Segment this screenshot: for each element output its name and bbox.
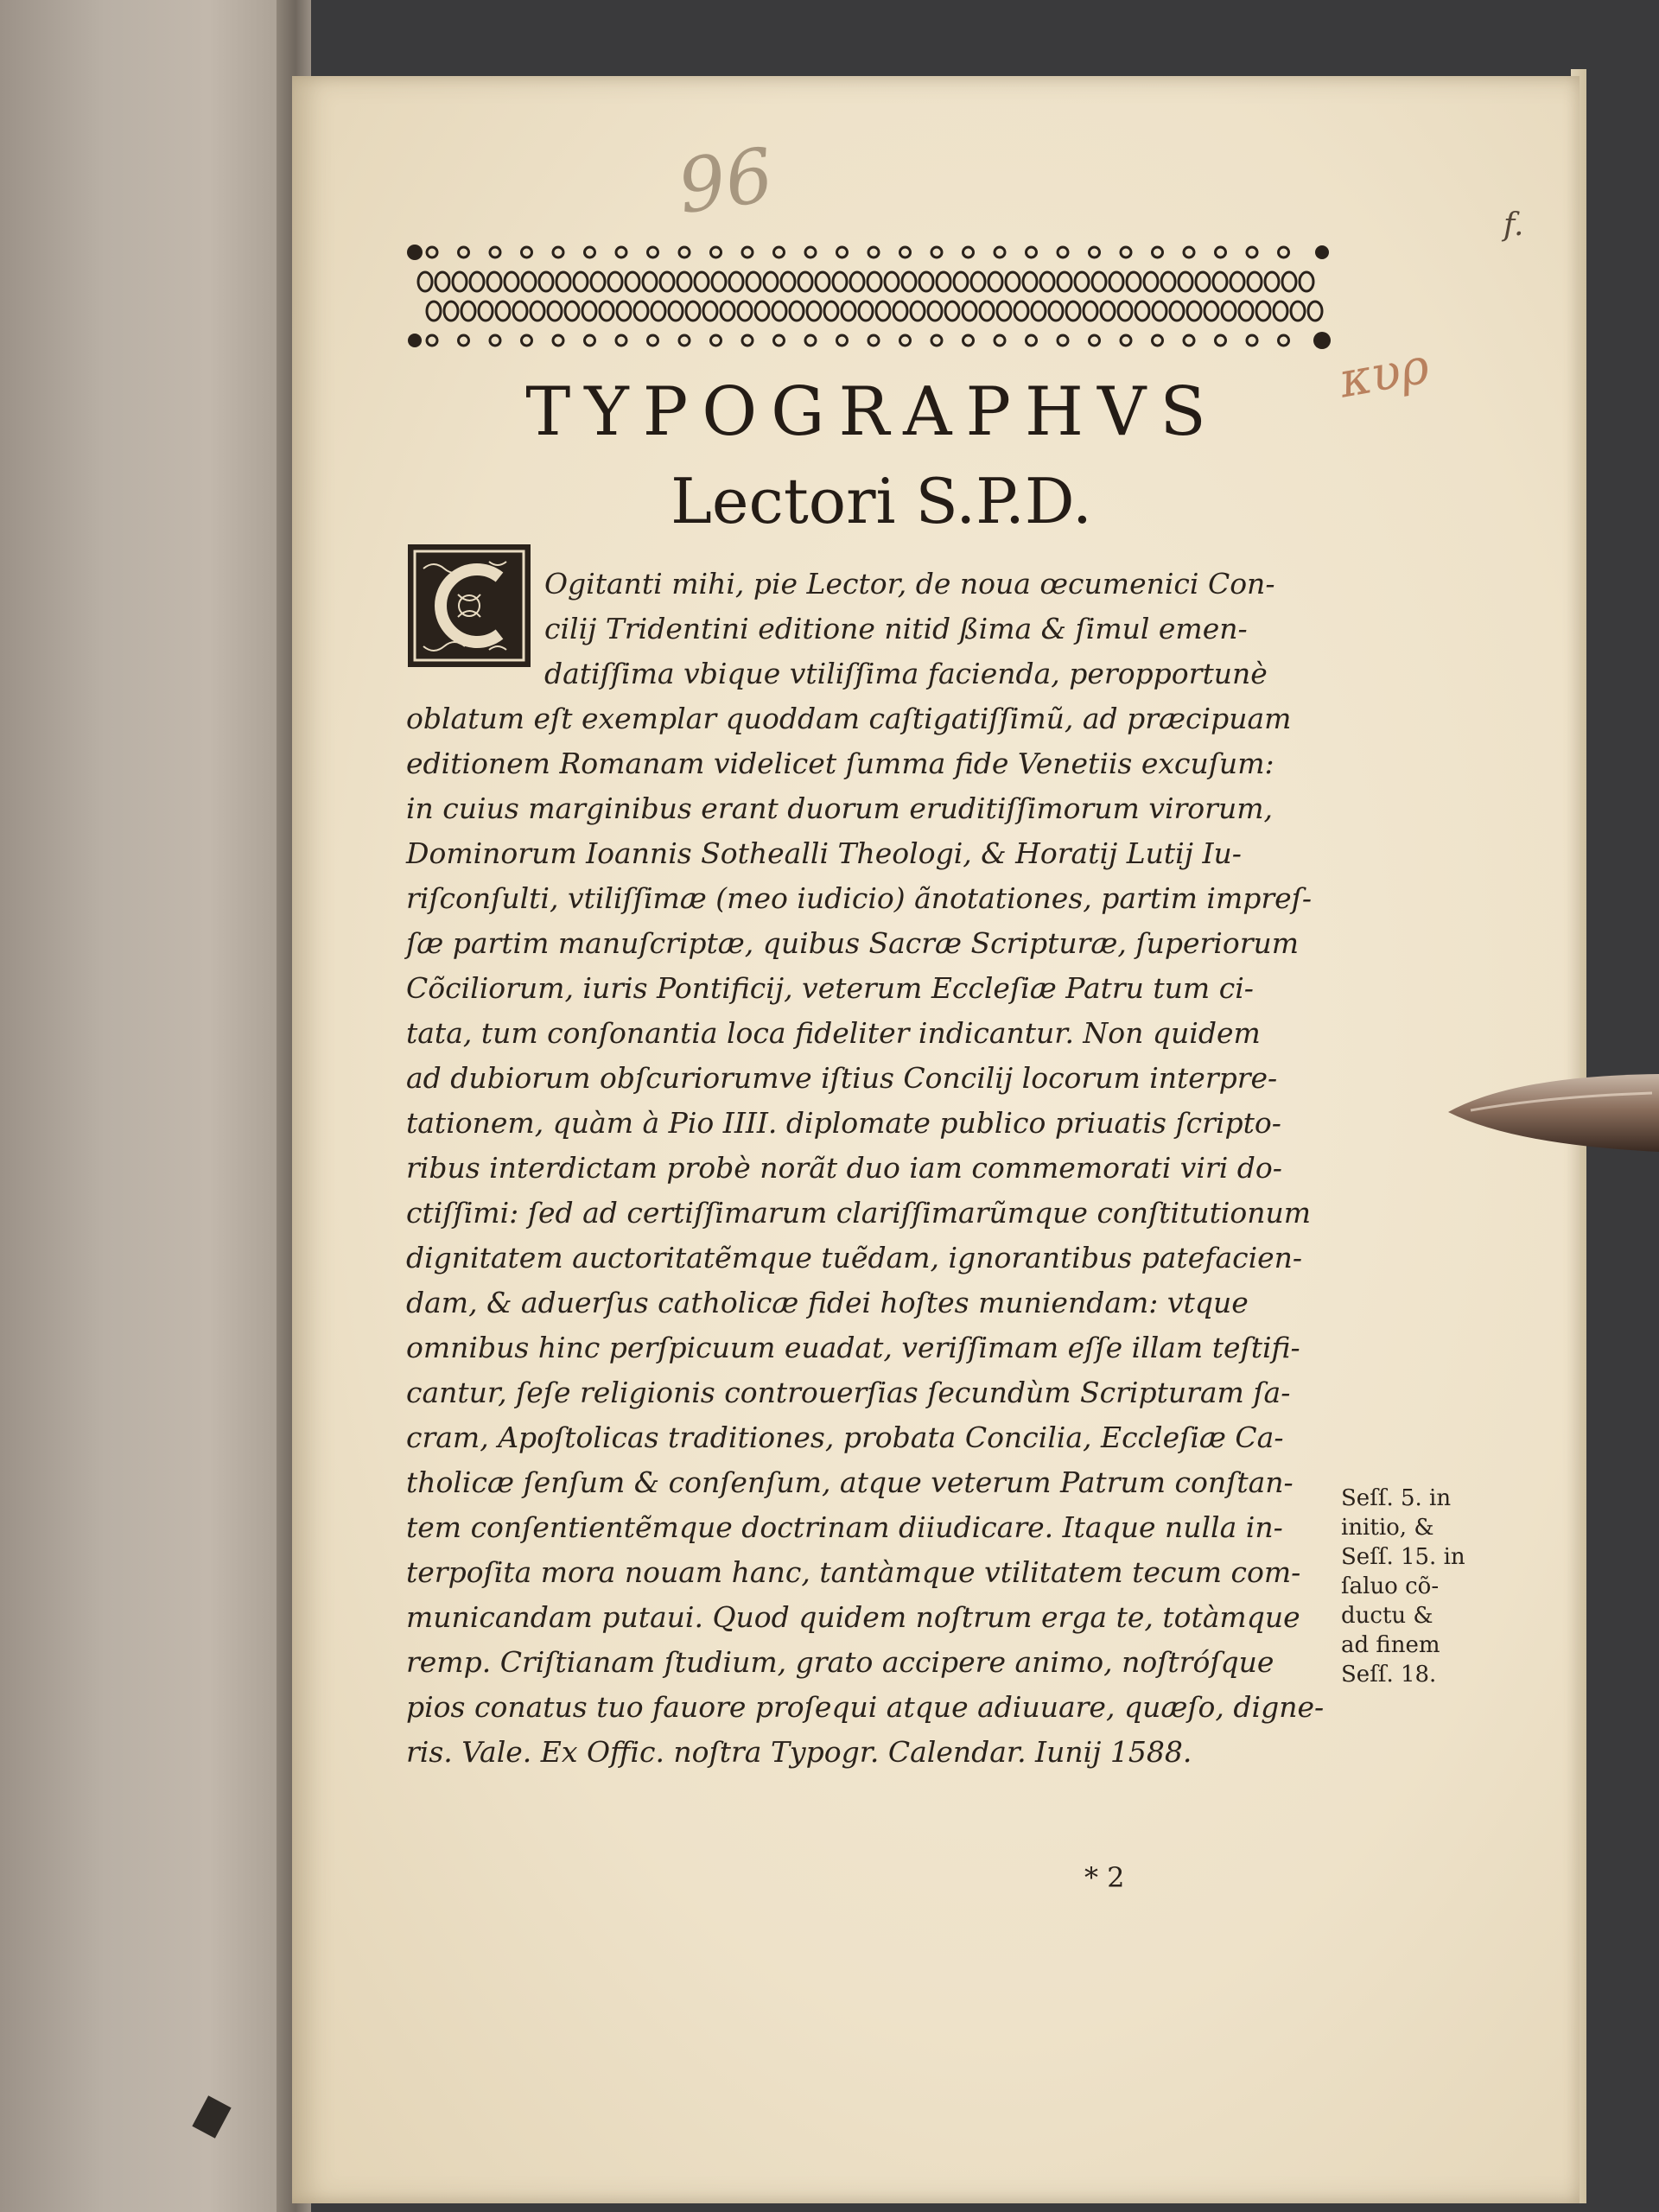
ornament-mark [1313,332,1331,349]
ornament-mark [427,335,437,346]
marginal-note-line: Seſſ. 15. in [1341,1544,1465,1570]
ornament-mark [1090,247,1100,257]
marginal-note-line: ductu & [1341,1603,1433,1629]
body-line: remp. Criſtianam ſtudium, grato accipere animo, noſtróſque [406,1645,1274,1679]
ornament-mark [1101,302,1115,321]
ornament-mark [721,302,734,321]
handwritten-mark-top-right: f. [1503,207,1524,243]
body-line: ctiſſimi: ſed ad certiſſimarum clariſſimarũmque conſtitutionum [406,1196,1312,1230]
ornament-mark [893,302,907,321]
ornament-mark [1058,335,1068,346]
ornament-mark [859,302,873,321]
ornament-mark [742,335,753,346]
body-line: riſconſulti, vtiliſſimæ (meo iudicio) ãnotationes, partim impreſ- [406,881,1313,915]
ornament-mark [608,272,622,291]
ornament-mark [531,302,544,321]
body-line: cram, Apoſtolicas traditiones, probata Concilia, Eccleſiæ Ca- [406,1421,1284,1454]
ornament-mark [1248,272,1262,291]
ornament-mark [1032,302,1046,321]
handwritten-page-number: 96 [672,131,779,232]
ornament-mark [1121,335,1131,346]
body-line: cilij Tridentini editione nitid ßima & ſimul emen- [544,612,1248,645]
ornament-mark [418,272,432,291]
ornament-mark [1170,302,1184,321]
ornament-mark [805,247,816,257]
ornament-mark [868,272,881,291]
body-line: ribus interdictam probè norãt duo iam commemorati viri do- [406,1151,1282,1185]
ornament-mark [988,272,1002,291]
ornament-mark [490,335,500,346]
ornament-mark [729,272,743,291]
ornament-mark [971,272,985,291]
ornament-mark [648,335,658,346]
body-line: ad dubiorum obſcuriorumve iſtius Concilij locorum interpre- [406,1061,1278,1095]
ornament-mark [660,272,674,291]
ornament-mark [1274,302,1287,321]
ornament-mark [679,335,690,346]
ornament-mark [634,302,648,321]
ornament-mark [711,247,721,257]
ornament-mark [1216,247,1226,257]
body-line: datiſſima vbique vtiliſſima facienda, peropportunè [544,657,1268,690]
ornament-mark [816,272,830,291]
ornament-mark [582,302,596,321]
ornament-mark [1084,302,1097,321]
ornament-mark [774,247,785,257]
ornament-mark [900,247,911,257]
ornament-mark [1144,272,1158,291]
ornament-mark [539,272,553,291]
heading-typographus: TYPOGRAPHVS [525,373,1220,451]
body-line: tem conſentientẽmque doctrinam diiudicare. Itaque nulla in- [406,1510,1283,1544]
ornament-mark [548,302,562,321]
ornament-mark [1179,272,1192,291]
ornament-mark [616,247,626,257]
ornament-mark [1300,272,1313,291]
ornament-mark [980,302,994,321]
ornament-mark [850,272,864,291]
ornament-mark [1075,272,1089,291]
body-line: omnibus hinc perſpicuum euadat, veriſſimam eſſe illam teſtifi- [406,1331,1300,1364]
ornament-mark [585,247,595,257]
ornament-mark [505,272,518,291]
ornament-mark [798,272,812,291]
body-line: ſæ partim manuſcriptæ, quibus Sacræ Scripturæ, ſuperiorum [406,926,1300,960]
ornament-mark [1256,302,1270,321]
ornament-mark [1058,272,1071,291]
marginal-note-line: Seſſ. 5. in [1341,1485,1452,1511]
ornament-mark [1247,335,1257,346]
ornament-mark [919,272,933,291]
ornament-mark [712,272,726,291]
body-line: dam, & aduerſus catholicæ fidei hoſtes muniendam: vtque [406,1286,1249,1319]
ornament-mark [807,302,821,321]
ornament-mark [669,302,683,321]
ornament-mark [652,302,665,321]
ornament-mark [553,335,563,346]
ornament-mark [1187,302,1201,321]
left-page-edge [0,0,298,2212]
body-line: ris. Vale. Ex Offic. noſtra Typogr. Calendar. Iunij 1588. [406,1735,1192,1769]
body-line: in cuius marginibus erant duorum eruditiſſimorum virorum, [406,791,1273,825]
ornament-mark [1161,272,1175,291]
ornament-mark [1247,247,1257,257]
marginal-note-line: initio, & [1341,1515,1434,1541]
ornament-mark [585,335,595,346]
body-line: terpoſita mora nouam hanc, tantàmque vtilitatem tecum com- [406,1555,1301,1589]
body-line: tholicæ ſenſum & conſenſum, atque veterum Patrum conſtan- [406,1465,1294,1499]
body-line: municandam putaui. Quod quidem noſtrum erga te, totàmque [406,1600,1300,1634]
ornament-mark [781,272,795,291]
ornament-mark [963,335,974,346]
ornament-mark [408,334,422,347]
ornament-mark [677,272,691,291]
ornament-mark [461,302,475,321]
page-clip [1445,1058,1659,1171]
body-line: tationem, quàm à Pio IIII. diplomate publico priuatis ſcripto- [406,1106,1281,1140]
ornament-mark [565,302,579,321]
ornament-mark [1040,272,1054,291]
ornament-mark [1118,302,1132,321]
ornament-mark [742,247,753,257]
ornament-mark [427,302,441,321]
ornament-mark [1092,272,1106,291]
ornament-mark [435,272,449,291]
ornament-mark [626,272,639,291]
ornament-mark [931,247,942,257]
heading-lectori: Lectori S.P.D. [671,465,1092,537]
body-line: Dominorum Ioannis Sothealli Theologi, & Horatij Lutij Iu- [406,836,1242,870]
ornament-mark [1205,302,1218,321]
ornament-mark [1090,335,1100,346]
ornament-mark [1282,272,1296,291]
ornament-mark [995,247,1005,257]
ornament-mark [1291,302,1305,321]
ornament-mark [931,335,942,346]
ornament-mark [1121,247,1131,257]
ornament-mark [522,272,536,291]
ornament-mark [1239,302,1253,321]
ornament-mark [772,302,786,321]
ornament-mark [755,302,769,321]
ornament-mark [885,272,899,291]
ornament-mark [1027,335,1037,346]
ornament-mark [1153,247,1163,257]
ornament-mark [616,335,626,346]
ornament-mark [1023,272,1037,291]
ornament-mark [928,302,942,321]
ornament-mark [496,302,510,321]
ornament-mark [1014,302,1028,321]
ornament-mark [900,335,911,346]
ornament-mark [1213,272,1227,291]
ornament-mark [1135,302,1149,321]
ornament-mark [617,302,631,321]
ornament-mark [479,302,493,321]
ornament-mark [427,247,437,257]
ornament-mark [1109,272,1123,291]
ornament-mark [1049,302,1063,321]
printers-ornament-band [406,240,1331,353]
ornament-mark [1006,272,1020,291]
ornament-mark [805,335,816,346]
ornament-mark [747,272,760,291]
ornament-mark [600,302,613,321]
body-line: editionem Romanam videlicet ſumma fide Venetiis excuſum: [406,747,1274,780]
ornament-mark [459,247,469,257]
ornament-mark [1279,247,1289,257]
ornament-mark [837,247,848,257]
ornament-mark [1315,245,1329,259]
ornament-mark [963,247,974,257]
ornament-mark [995,335,1005,346]
body-line: tata, tum conſonantia loca fideliter indicantur. Non quidem [406,1016,1261,1050]
ornament-mark [679,247,690,257]
ornament-mark [407,245,423,260]
ornament-mark [937,272,950,291]
ornament-mark [764,272,778,291]
ornament-mark [459,335,469,346]
ornament-mark [1265,272,1279,291]
ornament-mark [703,302,717,321]
ornament-mark [1027,247,1037,257]
ornament-mark [868,335,879,346]
ornament-mark [1153,302,1166,321]
ornament-mark [470,272,484,291]
ornament-mark [1196,272,1210,291]
ornament-mark [1222,302,1236,321]
body-line: oblatum eſt exemplar quoddam caſtigatiſſimũ, ad præcipuam [406,702,1292,735]
body-line: Ogitanti mihi, pie Lector, de noua œcumenici Con- [544,567,1275,601]
body-line: cantur, ſeſe religionis controuerſias ſecundùm Scripturam ſa- [406,1376,1291,1409]
ornament-mark [490,247,500,257]
ornament-mark [453,272,467,291]
ornament-mark [945,302,959,321]
ornament-mark [824,302,838,321]
ornament-mark [1308,302,1322,321]
marginal-note-line: ad finem [1341,1632,1440,1658]
ornament-mark [1279,335,1289,346]
ornament-mark [1184,247,1194,257]
ornament-mark [868,247,879,257]
ornament-mark [833,272,847,291]
ornament-mark [837,335,848,346]
ornament-mark [643,272,657,291]
ornament-mark [902,272,916,291]
ornament-mark [954,272,968,291]
ornament-mark [648,247,658,257]
ornament-mark [591,272,605,291]
ornament-mark [1184,335,1194,346]
ornament-mark [553,247,563,257]
ornament-mark [842,302,855,321]
marginal-note-line: Seſſ. 18. [1341,1662,1437,1688]
ornament-mark [790,302,804,321]
ornament-mark [1066,302,1080,321]
ornament-mark [487,272,501,291]
ornament-mark [963,302,976,321]
ornament-mark [556,272,570,291]
signature-mark: * 2 [1084,1861,1125,1894]
ornament-mark [738,302,752,321]
handwritten-word-right: κυρ [1335,338,1433,410]
ornament-mark [513,302,527,321]
ornament-mark [876,302,890,321]
ornament-mark [522,247,532,257]
ornament-mark [574,272,588,291]
ornament-mark [1058,247,1068,257]
ornament-mark [1127,272,1141,291]
ornament-mark [522,335,532,346]
ornament-mark [1153,335,1163,346]
ornament-mark [444,302,458,321]
ornament-mark [1230,272,1244,291]
ornament-mark [686,302,700,321]
marginal-note-line: ſaluo cõ- [1341,1573,1440,1599]
body-line: dignitatem auctoritatẽmque tuẽdam, ignorantibus patefacien- [406,1241,1303,1274]
ornament-mark [711,335,721,346]
body-line: Cõciliorum, iuris Pontificij, veterum Eccleſiæ Patru tum ci- [406,971,1254,1005]
ornament-mark [1216,335,1226,346]
ornament-mark [997,302,1011,321]
body-line: pios conatus tuo fauore proſequi atque adiuuare, quæſo, digne- [406,1690,1325,1724]
ornament-mark [695,272,709,291]
ornament-mark [774,335,785,346]
decorated-initial-c [406,543,532,669]
ornament-mark [911,302,925,321]
